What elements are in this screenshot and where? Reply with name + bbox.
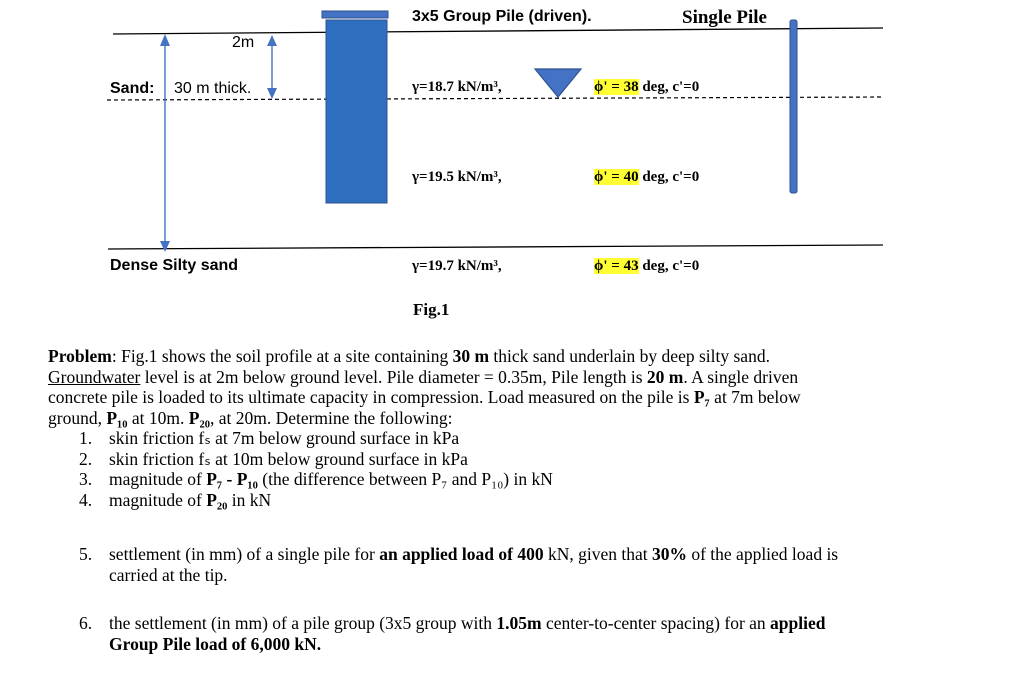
list-text: (the difference between P₇ and P₁₀) in kN — [257, 469, 553, 489]
problem-text: at 7m below — [709, 387, 801, 407]
question-list — [48, 428, 988, 654]
list-text: center-to-center spacing) for an — [541, 613, 771, 633]
friction-angle-1-highlight: ϕ' = 38 — [594, 79, 639, 95]
friction-angle-3-rest: deg, c'=0 — [638, 258, 700, 274]
problem-text: , at 20m. Determine the following: — [209, 407, 453, 428]
list-bold: P₂₀ — [206, 489, 228, 510]
depth-2m-arrow-down — [267, 88, 277, 99]
water-table-symbol — [535, 69, 581, 97]
list-text: of the applied load is — [686, 544, 839, 564]
figure-caption: Fig.1 — [413, 300, 450, 319]
unit-weight-layer-3: γ=19.7 kN/m³, — [412, 258, 502, 274]
depth-2m-label: 2m — [232, 34, 255, 51]
friction-angle-1-rest: deg, c'=0 — [638, 79, 700, 95]
thickness-arrow-up — [160, 34, 170, 46]
problem-text: level is at 2m below ground level. Pile diameter = 0.35m, Pile length is — [140, 366, 647, 387]
list-item — [48, 544, 988, 585]
soil-profile-figure — [0, 0, 1024, 330]
list-text: settlement (in mm) of a single pile for — [109, 544, 380, 564]
list-number: 5. — [79, 544, 93, 564]
problem-line-1 — [48, 346, 988, 367]
list-bold: 30% — [651, 544, 687, 564]
problem-bold: P₁₀ — [106, 407, 128, 428]
list-item — [48, 428, 988, 449]
list-bold: P₇ - P₁₀ — [206, 469, 258, 489]
list-text: skin friction fₛ at 7m below ground surface in kPa — [109, 428, 460, 448]
list-text: magnitude of — [109, 469, 207, 489]
list-bold: an applied load of 400 — [379, 544, 544, 564]
group-pile-body — [326, 20, 387, 203]
list-number: 1. — [79, 428, 93, 448]
problem-text: at 10m. — [127, 407, 189, 428]
problem-bold: 20 m — [646, 366, 684, 387]
problem-text: . A single driven — [683, 366, 799, 387]
problem-text: : Fig.1 shows the soil profile at a site containing — [111, 346, 453, 366]
problem-line-4 — [48, 408, 988, 429]
friction-angle-layer-2 — [594, 169, 699, 186]
list-item — [48, 469, 988, 490]
list-text: in kN — [227, 489, 272, 510]
friction-angle-layer-1 — [594, 79, 699, 96]
unit-weight-layer-1: γ=18.7 kN/m³, — [412, 79, 502, 95]
sand-label: Sand: — [110, 80, 155, 97]
problem-bold: P₇ — [693, 387, 710, 407]
ground-surface-line — [113, 28, 883, 34]
thickness-arrow-down — [160, 241, 170, 252]
list-number: 6. — [79, 613, 93, 633]
groundwater-term: Groundwater — [48, 366, 141, 387]
sand-thickness-label: 30 m thick. — [174, 80, 252, 97]
list-bold: 1.05m — [496, 613, 542, 633]
layer-boundary-line — [108, 245, 883, 249]
list-number: 4. — [79, 489, 93, 510]
dense-silty-sand-label: Dense Silty sand — [110, 257, 239, 274]
group-pile-cap — [322, 11, 388, 18]
single-pile — [790, 20, 797, 193]
problem-text: ground, — [48, 407, 107, 428]
friction-angle-2-highlight: ϕ' = 40 — [594, 169, 639, 185]
list-item — [48, 613, 988, 654]
list-bold: applied — [770, 613, 826, 633]
depth-2m-arrow-up — [267, 35, 277, 46]
group-pile-label-bold: 3x5 Group Pile (driven). — [412, 8, 592, 25]
friction-angle-3-highlight: ϕ' = 43 — [594, 258, 639, 274]
list-text: the settlement (in mm) of a pile group (3x5 group with — [109, 613, 497, 633]
list-item — [48, 449, 988, 470]
list-text: magnitude of — [109, 489, 207, 510]
list-text: carried at the tip. — [109, 564, 228, 585]
problem-bold: P₂₀ — [188, 407, 210, 428]
problem-bold: 30 m — [452, 346, 490, 366]
list-number: 2. — [79, 448, 93, 469]
problem-text: thick sand underlain by deep silty sand. — [489, 346, 770, 366]
unit-weight-layer-2: γ=19.5 kN/m³, — [412, 169, 502, 185]
problem-line-2 — [48, 367, 988, 388]
list-number: 3. — [79, 469, 93, 489]
friction-angle-2-rest: deg, c'=0 — [638, 169, 700, 185]
problem-text: concrete pile is loaded to its ultimate capacity in compression. Load measured on the pile is — [48, 387, 694, 407]
single-pile-label: Single Pile — [682, 7, 767, 28]
problem-line-3 — [48, 387, 988, 408]
problem-statement — [48, 346, 988, 654]
list-bold: Group Pile load of 6,000 kN. — [109, 633, 322, 654]
problem-heading: Problem — [48, 346, 112, 366]
list-text: kN, given that — [543, 544, 652, 564]
list-text: skin friction fₛ at 10m below ground surface in kPa — [109, 448, 468, 469]
list-item — [48, 490, 988, 511]
group-pile-label — [412, 8, 592, 26]
friction-angle-layer-3 — [594, 258, 699, 275]
